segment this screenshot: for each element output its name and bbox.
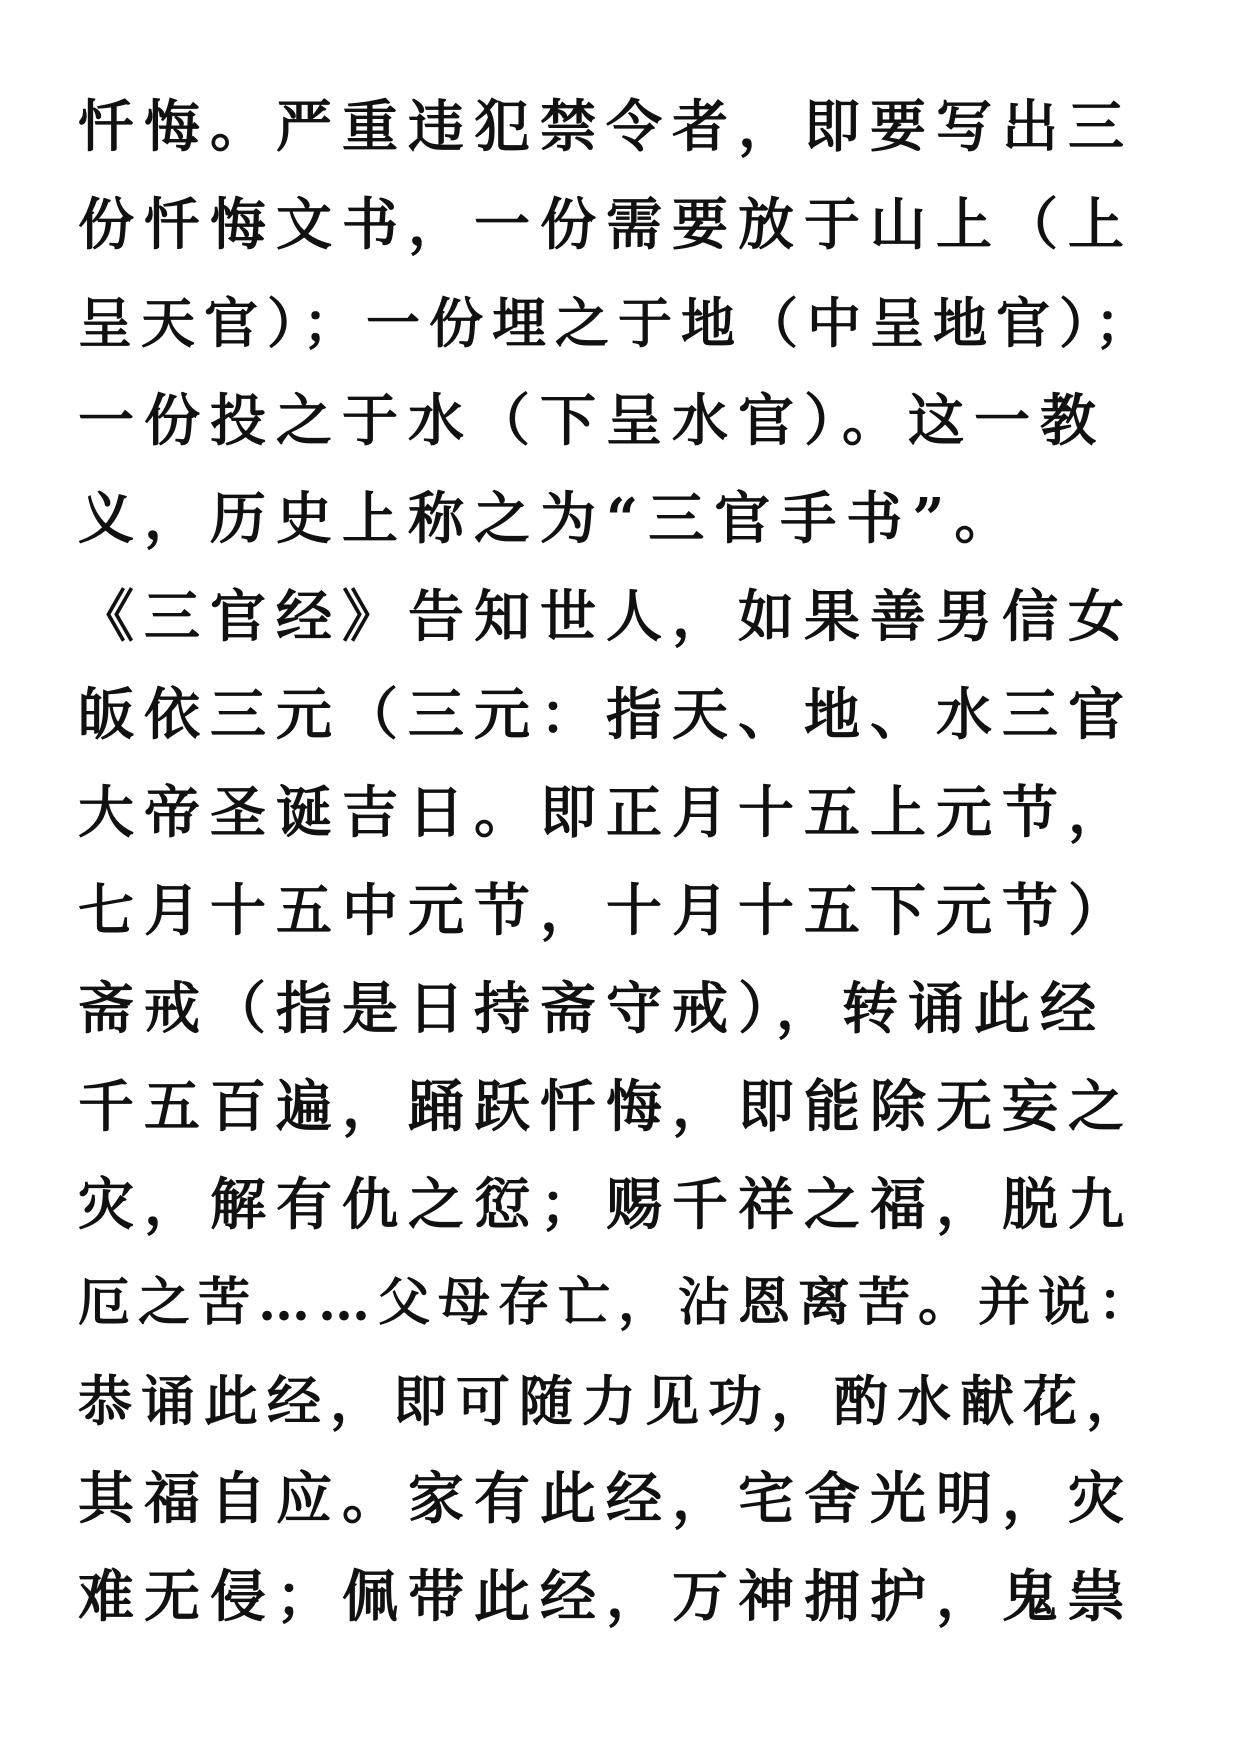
text-line: 恭诵此经，即可随力见功，酌水献花，	[78, 1369, 1149, 1433]
text-line: 厄之苦……父母存亡，沾恩离苦。并说：	[78, 1272, 1159, 1333]
text-line: 斋戒（指是日持斋守戒），转诵此经	[78, 976, 1106, 1042]
body-text	[78, 78, 1168, 1646]
text-line: 皈依三元（三元：指天、地、水三官	[78, 682, 1134, 748]
text-line: 灾，解有仇之愆；赐千祥之福，脱九	[78, 1172, 1134, 1238]
text-line: 千五百遍，踊跃忏悔，即能除无妄之	[78, 1074, 1134, 1140]
text-line: 难无侵；佩带此经，万神拥护，鬼祟	[78, 1564, 1134, 1630]
text-line: 大帝圣诞吉日。即正月十五上元节，	[78, 780, 1134, 846]
text-line: 义，历史上称之为“三官手书”。	[78, 486, 1021, 552]
text-line: 其福自应。家有此经，宅舍光明，灾	[78, 1466, 1134, 1532]
text-line: 七月十五中元节，十月十五下元节）	[78, 878, 1134, 944]
text-line: 份忏悔文书，一份需要放于山上（上	[78, 192, 1134, 258]
text-line: 呈天官）；一份埋之于地（中呈地官）；	[78, 291, 1158, 355]
text-line: 忏悔。严重违犯禁令者，即要写出三	[78, 94, 1134, 160]
text-line: 一份投之于水（下呈水官）。这一教	[78, 388, 1106, 454]
text-line: 《三官经》告知世人，如果善男信女	[78, 584, 1134, 650]
